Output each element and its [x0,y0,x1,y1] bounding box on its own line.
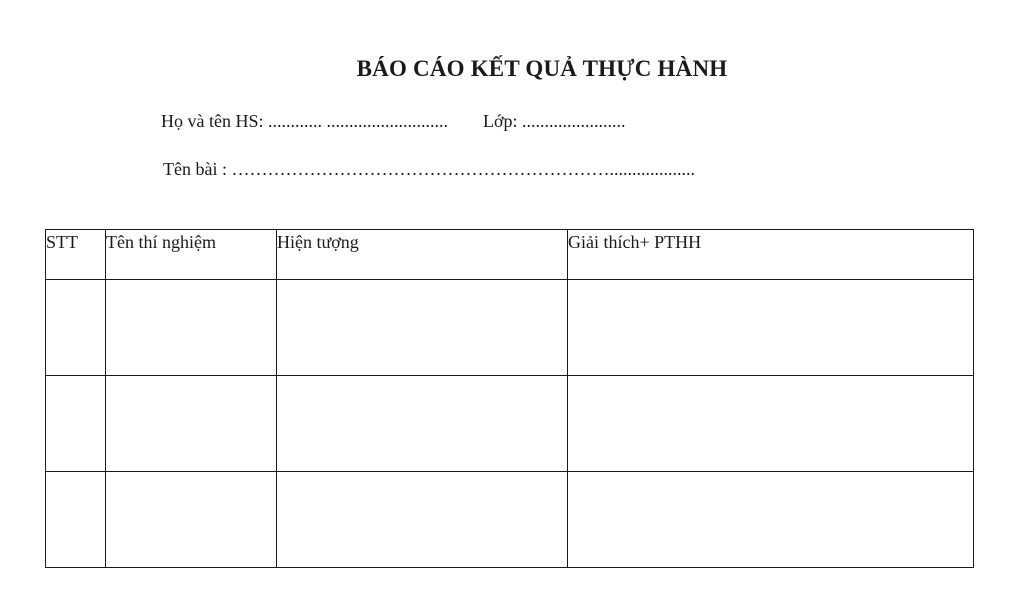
table-cell [277,376,568,472]
class-blank: ....................... [522,111,626,131]
table-cell [46,376,106,472]
table-cell [568,472,974,568]
student-info-line [161,111,626,132]
table-row [46,376,974,472]
table-cell [106,376,277,472]
table-cell [106,280,277,376]
table-cell [277,472,568,568]
table-cell [568,280,974,376]
table-cell [277,280,568,376]
header-phenomenon: Hiện tượng [277,230,568,280]
table-cell [46,280,106,376]
table-cell [568,376,974,472]
table-header-row [46,230,974,280]
table-row [46,472,974,568]
table-cell [106,472,277,568]
header-explanation: Giải thích+ PTHH [568,230,974,280]
student-name-blank: ............ ........................... [268,111,448,131]
lesson-info-line [163,159,695,180]
table-row [46,280,974,376]
table-cell [46,472,106,568]
lesson-name-blank: ………………………………………………………................... [231,159,695,179]
class-label: Lớp: [483,111,518,131]
report-title: BÁO CÁO KẾT QUẢ THỰC HÀNH [356,56,728,81]
header-experiment-name: Tên thí nghiệm [106,230,277,280]
header-stt: STT [46,230,106,280]
lesson-name-label: Tên bài : [163,159,227,179]
student-name-label: Họ và tên HS: [161,111,264,131]
report-table [45,229,974,568]
